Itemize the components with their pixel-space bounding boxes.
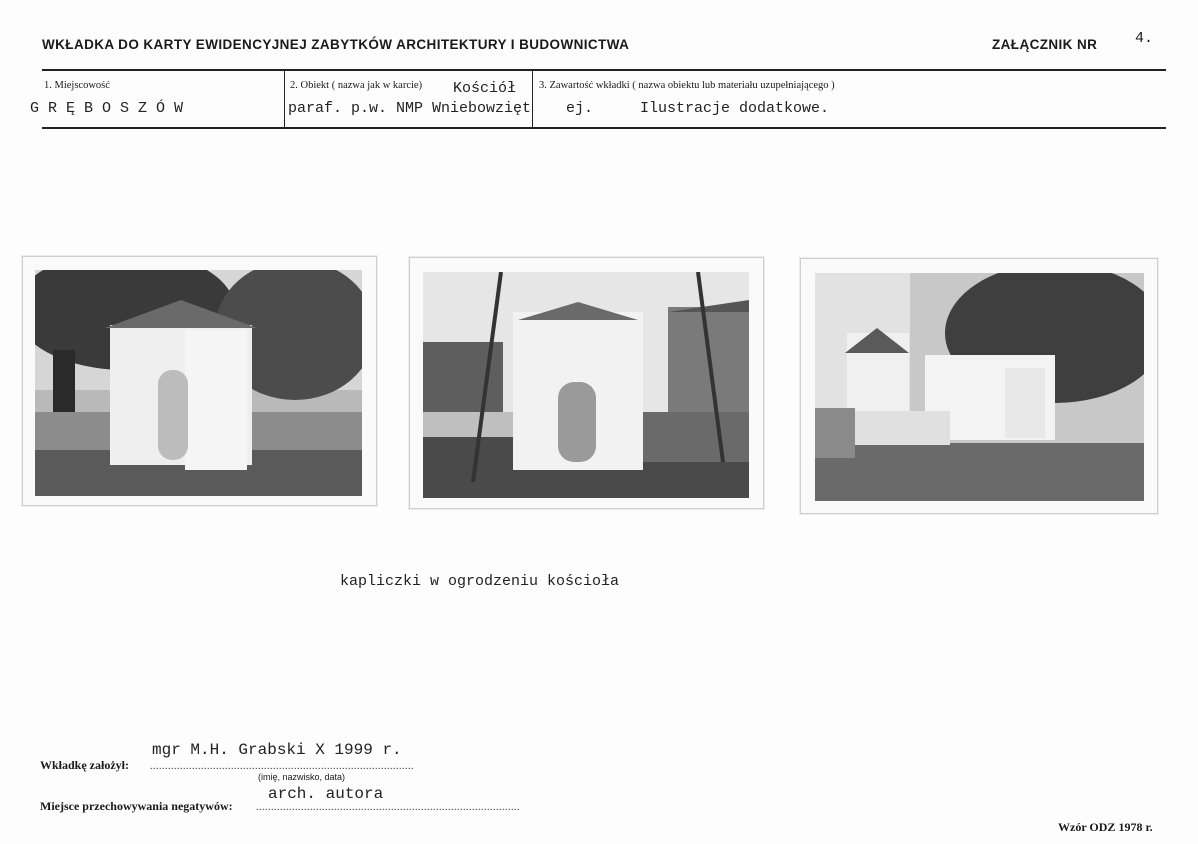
field-divider-2 [532, 71, 533, 129]
form-code: Wzór ODZ 1978 r. [1058, 820, 1153, 834]
created-by-dotted-line: ........................................................................................ [150, 761, 414, 772]
photo-card-1 [22, 256, 377, 506]
contents-label: 3. Zawartość wkładki ( nazwa obiektu lub materiału uzupełniającego ) [539, 80, 835, 91]
place-label: 1. Miejscowość [44, 80, 110, 91]
contents-value-prefix: ej. [566, 100, 594, 117]
photo-chapel-with-church-wall [815, 273, 1144, 501]
created-by-value: mgr M.H. Grabski X 1999 r. [152, 741, 402, 759]
place-value: GRĘBOSZÓW [30, 100, 193, 117]
header-bottom-rule [42, 127, 1166, 129]
photo-card-3 [800, 258, 1158, 514]
field-divider-1 [284, 71, 285, 129]
negatives-dotted-line: ........................................................................................ [256, 802, 520, 813]
contents-value: Ilustracje dodatkowe. [640, 100, 830, 117]
negatives-label: Miejsce przechowywania negatywów: [40, 799, 233, 813]
object-value-line2: paraf. p.w. NMP Wniebowzięt [288, 100, 532, 117]
object-value-line1: Kościół [453, 80, 517, 97]
photo-chapel-with-house [423, 272, 749, 498]
photo-card-2 [409, 257, 764, 509]
attachment-label: ZAŁĄCZNIK NR [992, 37, 1098, 52]
created-by-label: Wkładkę założył: [40, 758, 129, 772]
photo-chapel-under-tree [35, 270, 362, 496]
created-by-hint: (imię, nazwisko, data) [258, 772, 346, 782]
negatives-value: arch. autora [268, 785, 384, 803]
document-title: WKŁADKA DO KARTY EWIDENCYJNEJ ZABYTKÓW ARCHITEKTURY I BUDOWNICTWA [42, 37, 630, 52]
object-label: 2. Obiekt ( nazwa jak w karcie) [290, 80, 423, 91]
header-top-rule [42, 69, 1166, 71]
photo-caption: kapliczki w ogrodzeniu kościoła [340, 573, 620, 590]
attachment-number: 4. [1135, 30, 1154, 47]
